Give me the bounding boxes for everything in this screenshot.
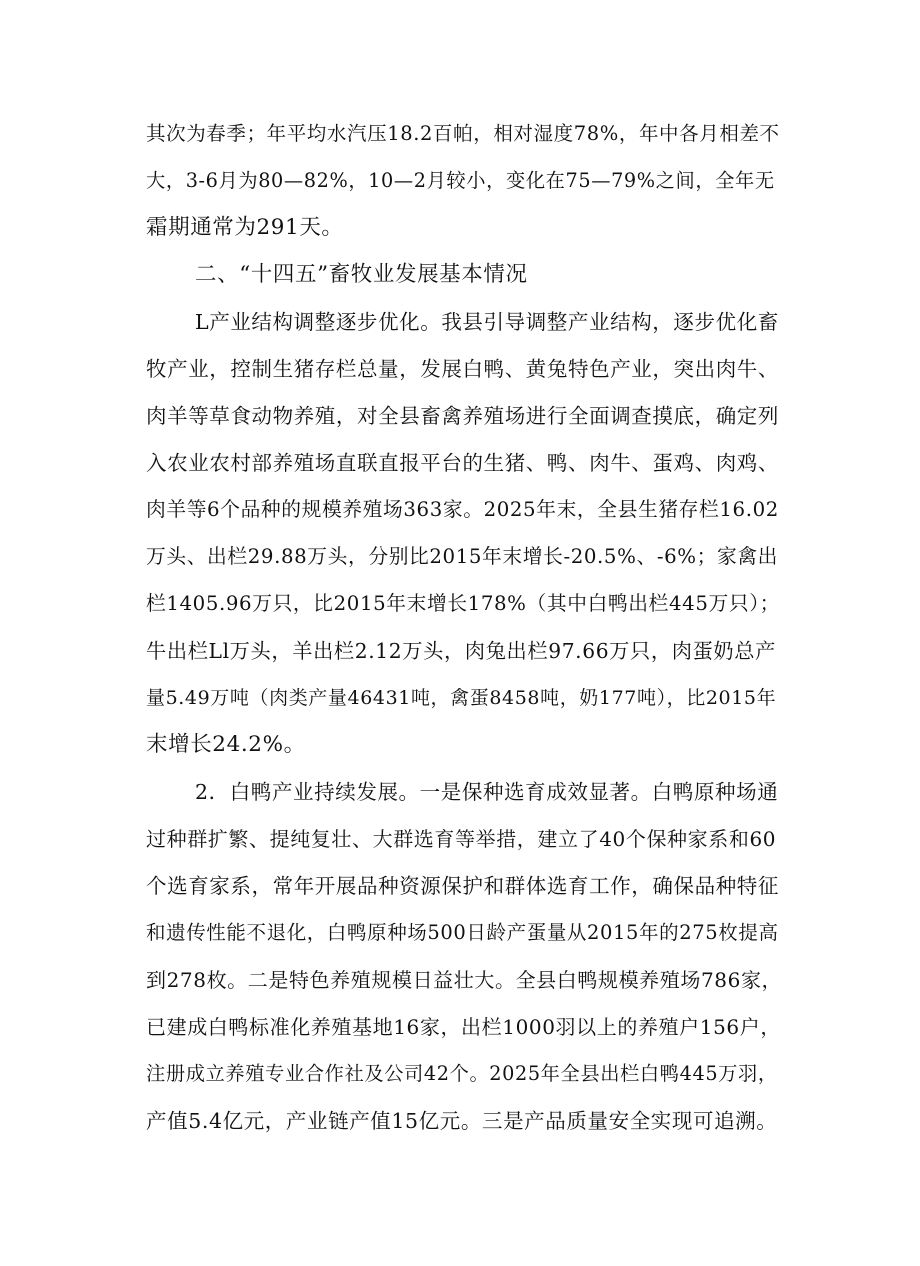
text-line: 牧产业，控制生猪存栏总量，发展白鸭、黄兔特色产业，突出肉牛、 bbox=[146, 357, 779, 381]
text-line: 末增长24.2%。 bbox=[146, 732, 306, 757]
text-line: L产业结构调整逐步优化。我县引导调整产业结构，逐步优化畜 bbox=[195, 310, 779, 334]
text-line: 和遗传性能不退化，白鸭原种场500日龄产蛋量从2015年的275枚提高 bbox=[146, 921, 779, 944]
section-heading: 二、“十四五”畜牧业发展基本情况 bbox=[195, 262, 528, 287]
text-line: 过种群扩繁、提纯复壮、大群选育等举措，建立了40个保种家系和60 bbox=[146, 827, 777, 851]
text-line: 其次为春季；年平均水汽压18.2百帕，相对湿度78%，年中各月相差不 bbox=[146, 122, 780, 145]
text-line: 栏1405.96万只，比2015年末增长178%（其中白鸭出栏445万只）； bbox=[146, 592, 781, 615]
text-line: 2．白鸭产业持续发展。一是保种选育成效显著。白鸭原种场通 bbox=[195, 780, 779, 804]
text-line: 个选育家系，常年开展品种资源保护和群体选育工作，确保品种特征 bbox=[146, 874, 779, 898]
text-line: 产值5.4亿元，产业链产值15亿元。三是产品质量安全实现可追溯。 bbox=[146, 1109, 778, 1133]
text-line: 到278枚。二是特色养殖规模日益壮大。全县白鸭规模养殖场786家， bbox=[146, 968, 783, 992]
text-line: 肉羊等草食动物养殖，对全县畜禽养殖场进行全面调查摸底，确定列 bbox=[146, 404, 779, 428]
text-line: 已建成白鸭标准化养殖基地16家，出栏1000羽以上的养殖户156户， bbox=[146, 1015, 781, 1039]
text-line: 牛出栏Ll万头，羊出栏2.12万头，肉兔出栏97.66万只，肉蛋奶总产 bbox=[146, 639, 776, 663]
text-line: 肉羊等6个品种的规模养殖场363家。2025年末，全县生猪存栏16.02 bbox=[146, 498, 779, 521]
text-line: 量5.49万吨（肉类产量46431吨，禽蛋8458吨，奶177吨），比2015年 bbox=[146, 687, 777, 709]
text-line: 霜期通常为291天。 bbox=[146, 215, 344, 240]
text-line: 注册成立养殖专业合作社及公司42个。2025年全县出栏白鸭445万羽， bbox=[146, 1062, 778, 1085]
text-line: 大，3-6月为80—82%，10—2月较小，变化在75—79%之间，全年无 bbox=[146, 169, 775, 192]
text-line: 入农业农村部养殖场直联直报平台的生猪、鸭、肉牛、蛋鸡、肉鸡、 bbox=[146, 451, 779, 475]
text-line: 万头、出栏29.88万头，分别比2015年末增长-20.5%、-6%；家禽出 bbox=[146, 545, 779, 568]
